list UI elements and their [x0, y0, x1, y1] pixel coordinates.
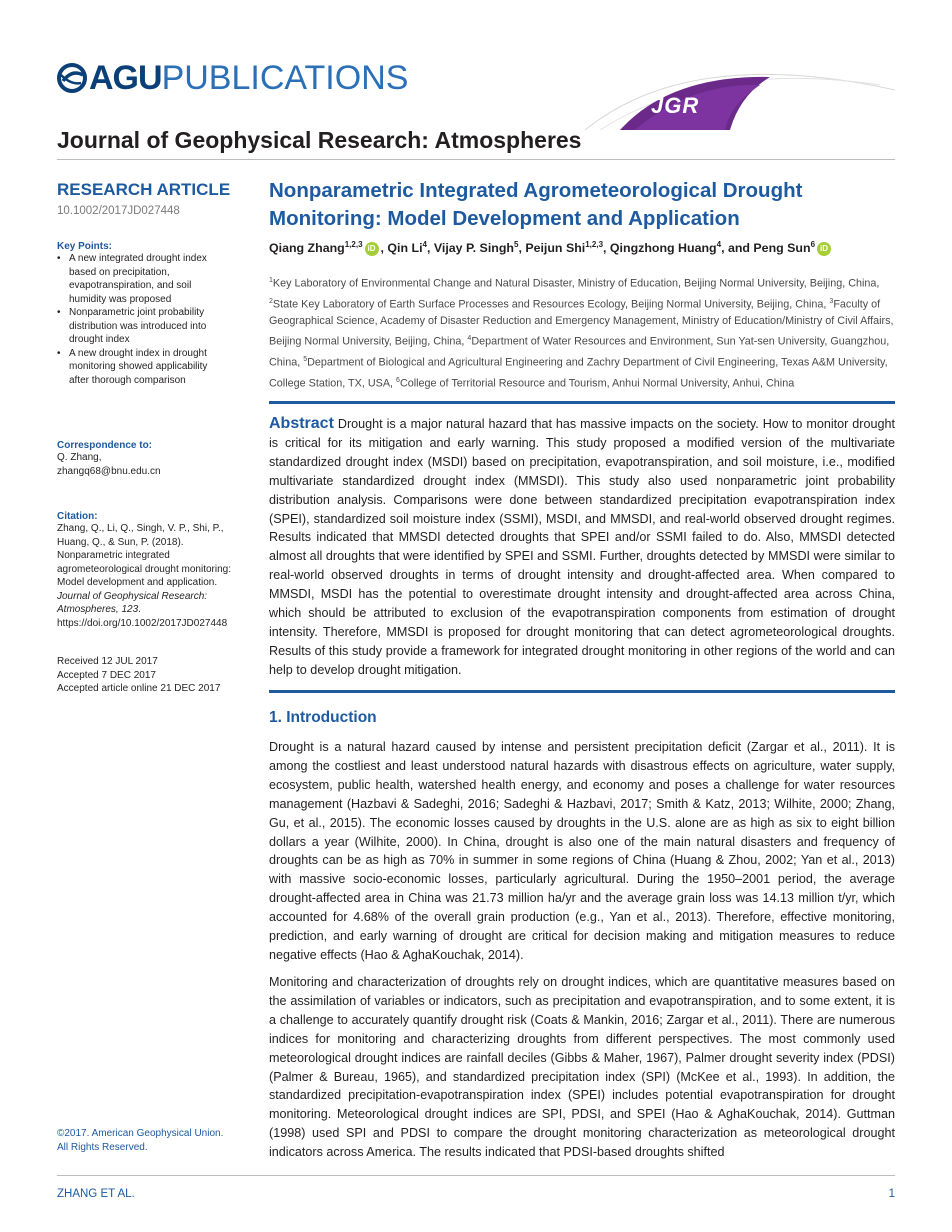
journal-title: Journal of Geophysical Research: Atmospheres: [57, 127, 582, 153]
author-name: Peng Sun: [753, 241, 811, 256]
correspondence-section: [57, 440, 237, 478]
footer-authors: ZHANG ET AL.: [57, 1188, 135, 1200]
article-type-label: RESEARCH ARTICLE: [57, 180, 231, 199]
affiliation-text: College of Territorial Resource and Tourism, Anhui Normal University, Anhui, China: [399, 377, 795, 390]
abstract-top-rule: [269, 401, 895, 404]
agu-publications-logo: [57, 58, 408, 98]
affiliation-text: Department of Biological and Agricultural Engineering and Zachry Department of Civil Engineering, Texas A&M University, College Station, TX, USA,: [269, 356, 888, 390]
abstract-heading: Abstract: [269, 415, 334, 432]
author-name: Vijay P. Singh: [433, 241, 514, 256]
citation-journal: Journal of Geophysical Research: Atmospheres, 123: [57, 590, 208, 615]
affiliation-text: Key Laboratory of Environmental Change and Natural Disaster, Ministry of Education, Beijing Normal University, Beijing, China,: [272, 277, 880, 290]
citation-section: [57, 511, 237, 630]
author-separator: ,: [518, 241, 526, 256]
author-affiliation-sup: 6: [810, 240, 816, 249]
orcid-icon[interactable]: iD: [817, 242, 831, 256]
author-name: Qin Li: [387, 241, 423, 256]
logo-agu-text: AGU: [89, 59, 162, 97]
abstract-text: Drought is a major natural hazard that has massive impacts on the society. How to monitor drought is critical for its mitigation and early warning. This study proposed a modified version of the multivariate standardized drought index (MSDI) based on precipitation, evapotranspiration, and soil moisture, i.e., modified multivariate standardized drought index (MMSDI). This study also used nonparametric joint probability distribution analysis. Comparisons were done between standardized precipitation evapotranspiration index (SPEI), standardized soil moisture index (SSMI), MSDI, and MMSDI, and real-world observed drought regimes. Results indicated that MMSDI detected droughts that SPEI and/or SSMI failed to do. Also, MMSDI detected almost all droughts that were identified by SPEI and SSMI. Further, droughts detected by MMSDI were similar to real-world observed droughts in terms of drought intensity and drought-affected area. When compared to MMSDI, MSDI has the potential to overestimate drought intensity and drought-affected area across China, which should be attributed to exclusion of the evapotranspiration components from estimation of drought intensity. Therefore, MMSDI is proposed for drought monitoring that can detect agrometeorological droughts. Results of this study provide a framework for integrated drought monitoring in other regions of the world and can help to develop drought mitigation.: [269, 417, 895, 677]
footer-divider: [57, 1175, 895, 1176]
correspondence-heading: Correspondence to:: [57, 440, 153, 451]
copyright-line: ©2017. American Geophysical Union.: [57, 1128, 224, 1139]
article-doi[interactable]: 10.1002/2017JD027448: [57, 205, 180, 217]
affiliation-text: Department of Water Resources and Environment, Sun Yat-sen University, Guangzhou, China,: [269, 336, 890, 369]
affiliation-text: Faculty of Geographical Science, Academy of Disaster Reduction and Emergency Management, Ministry of Education/Ministry of Civil Affairs, Beijing Normal University, Beijing, China,: [269, 298, 894, 349]
affiliation-number: 1: [269, 277, 273, 284]
author-list: [269, 240, 895, 256]
affiliation-number: 3: [829, 297, 834, 305]
affiliations: [269, 272, 895, 393]
citation-doi-link[interactable]: . https://doi.org/10.1002/2017JD027448: [57, 604, 228, 629]
article-title: Nonparametric Integrated Agrometeorological Drought Monitoring: Model Development and Application: [269, 179, 803, 230]
list-item: • Nonparametric joint probability distribution was introduced into drought index: [57, 306, 212, 347]
affiliation-text: State Key Laboratory of Earth Surface Processes and Resources Ecology, Beijing Normal University, Beijing, China,: [272, 298, 830, 311]
affiliation-number: 5: [303, 356, 308, 364]
accepted-online-date: Accepted article online 21 DEC 2017: [57, 683, 221, 694]
correspondence-name: Q. Zhang,: [57, 452, 102, 463]
affiliation-number: 6: [396, 376, 400, 384]
author-affiliation-sup: 1,2,3: [344, 240, 363, 249]
received-date: Received 12 JUL 2017: [57, 656, 158, 667]
affiliation-number: 4: [467, 335, 472, 343]
author-affiliation-sup: 4: [716, 240, 722, 249]
author-separator: ,: [380, 241, 388, 256]
dates-section: [57, 655, 237, 696]
author-name: Qingzhong Huang: [609, 241, 717, 256]
header-divider: [57, 159, 895, 160]
rights-line: All Rights Reserved.: [57, 1142, 148, 1153]
affiliation-number: 2: [269, 297, 273, 305]
accepted-date: Accepted 7 DEC 2017: [57, 669, 156, 681]
key-points-heading: Key Points:: [57, 241, 113, 252]
author-separator: ,: [603, 241, 610, 256]
list-item: • A new drought index in drought monitoring showed applicability after thorough comparison: [57, 347, 212, 388]
author-affiliation-sup: 1,2,3: [585, 240, 604, 249]
section-heading-introduction: 1. Introduction: [269, 709, 377, 726]
paragraph: Drought is a natural hazard caused by intense and persistent precipitation deficit (Zargar et al., 2011). It is among the costliest and least understood natural hazards with disastrous effects on agriculture, water supply, ecosystem, public health, watershed health energy, and economy and poses a challenge for water resources management (Hazbavi & Sadeghi, 2016; Sadeghi & Hazbavi, 2017; Smith & Katz, 2013; Wilhite, 2000; Zhang, Gu, et al., 2015). The economic losses caused by droughts in the U.S. alone are as high as six to eight billion dollars a year (Wilhite, 2000). In China, drought is also one of the main natural disasters and frequency of droughts can be as high as 70% in summer in some regions of China (Huang & Zhou, 2002; Yan et al., 2013) with massive socio-economic losses, particularly agricultural. During the 1950–2001 period, the average drought-affected area in China was 21.73 million ha/yr and the average grain loss was 14.13 million t/yr, which accounted for 4.68% of the overall grain production (e.g., Yan et al., 2013). Therefore, effective monitoring, prediction, and early warning of drought are critical for decision making and mitigation measures to reduce negative effects (Hao & AghaKouchak, 2014).: [269, 740, 895, 962]
copyright-notice: [57, 1127, 237, 1155]
globe-icon: [57, 63, 87, 93]
page-number: 1: [888, 1188, 895, 1200]
author-separator: ,: [426, 241, 434, 256]
jgr-badge: JGR: [651, 93, 700, 118]
key-points-list: [57, 252, 212, 387]
author-separator: , and: [721, 241, 754, 256]
abstract-block: [269, 415, 895, 680]
author-name: Qiang Zhang: [269, 241, 345, 256]
correspondence-email[interactable]: zhangq68@bnu.edu.cn: [57, 465, 161, 477]
orcid-icon[interactable]: iD: [365, 242, 379, 256]
author-affiliation-sup: 5: [513, 240, 519, 249]
abstract-bottom-rule: [269, 690, 895, 693]
citation-heading: Citation:: [57, 511, 98, 522]
list-item: • A new integrated drought index based on precipitation, evapotranspiration, and soil humidity was proposed: [57, 252, 212, 306]
jgr-swoosh-graphic: [580, 55, 900, 130]
citation-text: [57, 522, 237, 630]
logo-publications-text: PUBLICATIONS: [161, 59, 409, 97]
author-affiliation-sup: 4: [422, 240, 427, 249]
citation-body: Zhang, Q., Li, Q., Singh, V. P., Shi, P., Huang, Q., & Sun, P. (2018). Nonparametric integrated agrometeorological drought monitoring: Model development and application.: [57, 523, 231, 588]
paragraph: Monitoring and characterization of droughts rely on drought indices, which are quantitative measures based on the assimilation of variables or indicators, such as precipitation and evapotranspiration, and to some extent, it is a challenge to accurately quantify drought risk (Coats & Mankin, 2016; Zargar et al., 2011). There are numerous indices for monitoring and characterizing droughts from different perspectives. The most commonly used meteorological drought indices are rainfall deciles (Gibbs & Maher, 1967), Palmer drought severity index (PDSI) (Palmer & Bureau, 1965), and standardized precipitation index (SPI) (McKee et al., 1993). In addition, the standardized precipitation-evapotranspiration index (SPEI) includes potential evapotranspiration for drought monitoring. Meteorological drought indices are SPI, PDSI, and SPEI (Hao & AghaKouchak, 2014). Guttman (1998) used SPI and PDSI to compare the drought monitoring characterization as meteorological drought indicators across America. The results indicated that PDSI-based droughts shifted: [269, 975, 895, 1160]
author-name: Peijun Shi: [525, 241, 586, 256]
key-points-section: [57, 241, 237, 387]
